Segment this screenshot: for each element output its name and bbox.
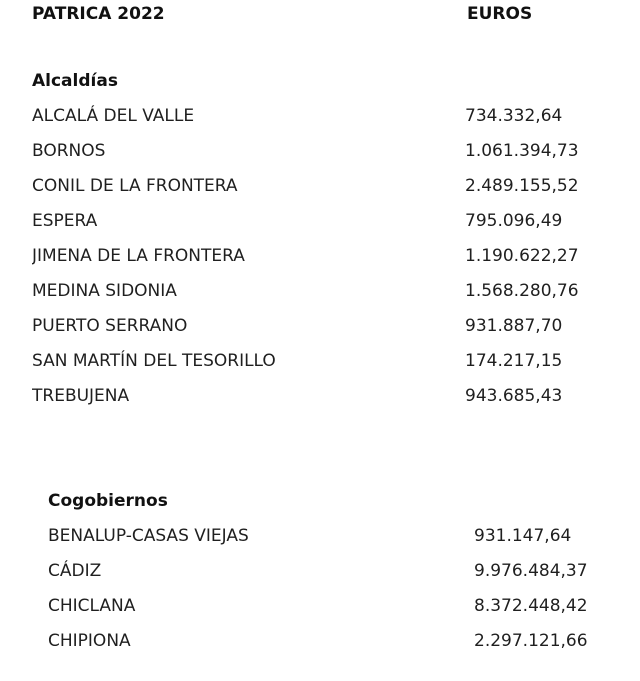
municipality-name: TREBUJENA [32,386,130,406]
municipality-name: MEDINA SIDONIA [32,281,177,301]
table-row [32,344,640,379]
municipality-name: CHIPIONA [48,631,131,651]
amount-value: 1.061.394,73 [465,141,579,161]
municipality-name: CÁDIZ [48,561,102,581]
amount-value: 1.568.280,76 [465,281,579,301]
municipality-name: BENALUP-CASAS VIEJAS [48,526,249,546]
amount-value: 931.887,70 [465,316,563,336]
municipality-name: JIMENA DE LA FRONTERA [32,246,245,266]
amount-value: 943.685,43 [465,386,563,406]
table-row [32,134,640,169]
table-row [32,309,640,344]
municipality-name: ESPERA [32,211,98,231]
table-row [32,379,640,414]
euros-column-header: EUROS [467,4,533,24]
section-title-alcaldias: Alcaldías [32,71,118,91]
section-alcaldias [0,64,640,414]
amount-value: 8.372.448,42 [474,596,588,616]
amount-value: 795.096,49 [465,211,563,231]
section-title-cogobiernos: Cogobiernos [48,491,168,511]
amount-value: 931.147,64 [474,526,572,546]
table-row [32,204,640,239]
table-row [32,274,640,309]
municipality-name: CHICLANA [48,596,136,616]
amount-value: 174.217,15 [465,351,563,371]
municipality-name: BORNOS [32,141,106,161]
amount-value: 9.976.484,37 [474,561,588,581]
table-row [48,519,640,554]
amount-value: 734.332,64 [465,106,563,126]
section-cogobiernos [0,484,640,659]
municipality-name: CONIL DE LA FRONTERA [32,176,238,196]
table-row [48,554,640,589]
table-row [48,624,640,659]
table-row [48,589,640,624]
amount-value: 1.190.622,27 [465,246,579,266]
table-row [32,239,640,274]
table-row [32,169,640,204]
amount-value: 2.489.155,52 [465,176,579,196]
municipality-name: PUERTO SERRANO [32,316,188,336]
municipality-name: SAN MARTÍN DEL TESORILLO [32,351,276,371]
municipality-name: ALCALÁ DEL VALLE [32,106,195,126]
document-title: PATRICA 2022 [32,4,165,24]
table-row [32,99,640,134]
amount-value: 2.297.121,66 [474,631,588,651]
